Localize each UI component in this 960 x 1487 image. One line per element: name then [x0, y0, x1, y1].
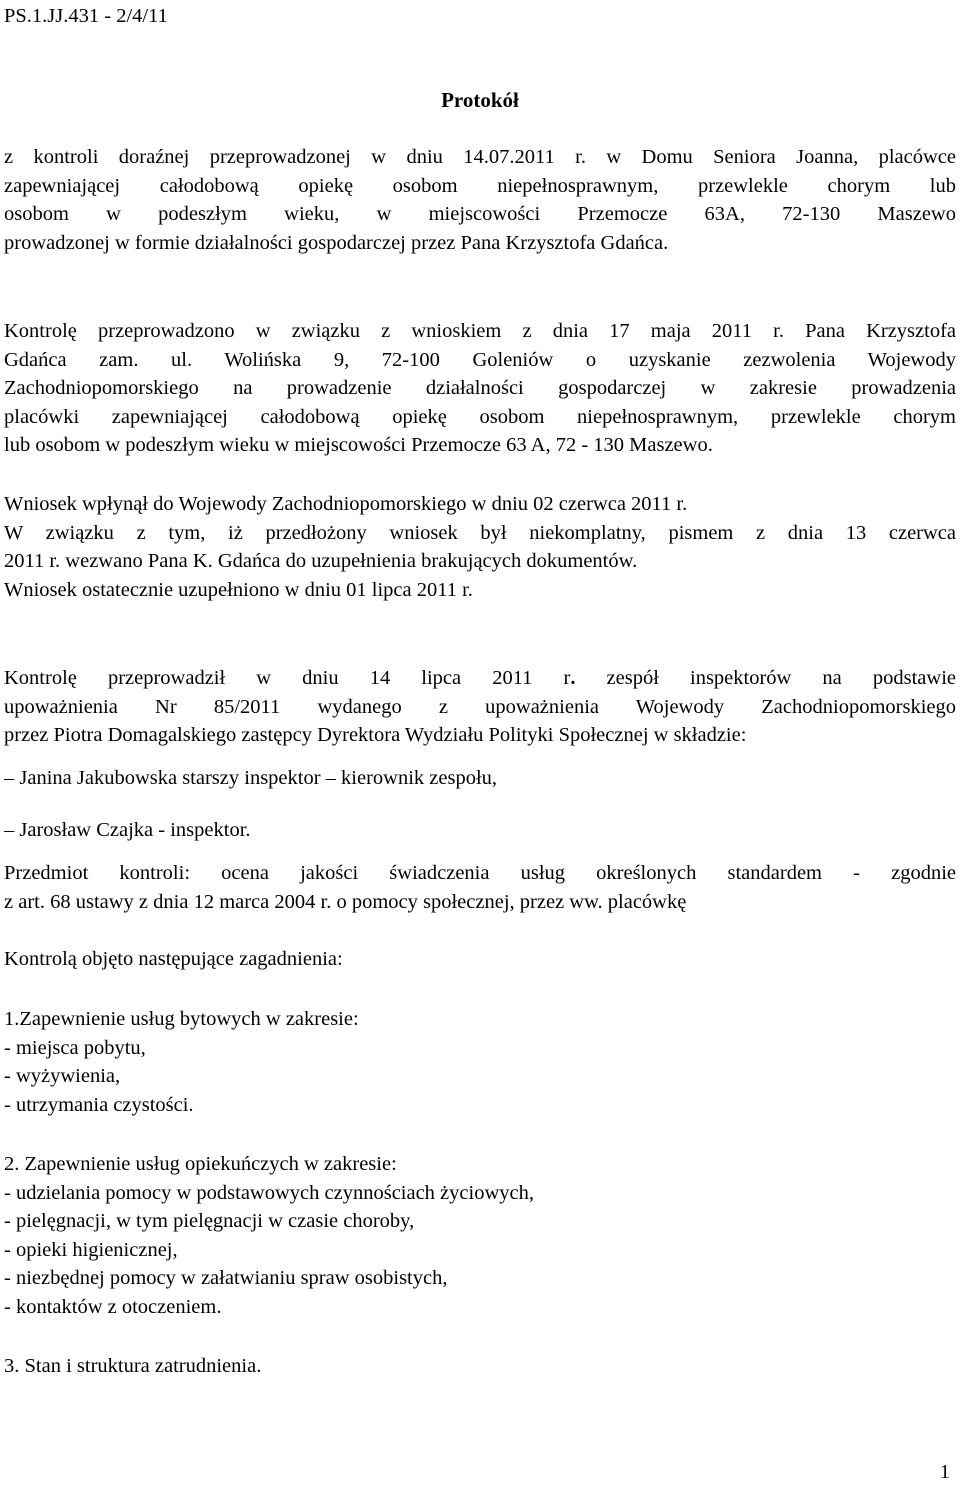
text-line: zapewniającej całodobową opiekę osobom niepełnosprawnym, przewlekle chorym lub	[4, 174, 956, 197]
subject-paragraph	[4, 859, 956, 916]
section-2	[4, 1150, 956, 1322]
section-1	[4, 1005, 956, 1119]
text-line	[4, 664, 956, 693]
list-item: - niezbędnej pomocy w załatwianiu spraw osobistych,	[4, 1267, 448, 1290]
text-line: Wniosek ostatecznie uzupełniono w dniu 01 lipca 2011 r.	[4, 578, 473, 601]
list-item: - pielęgnacji, w tym pielęgnacji w czasie choroby,	[4, 1210, 415, 1233]
text-line: Kontrolę przeprowadzono w związku z wnioskiem z dnia 17 maja 2011 r. Pana Krzysztofa	[4, 320, 956, 342]
inspection-paragraph	[4, 664, 956, 750]
team-member-2: – Jarosław Czajka - inspektor.	[4, 819, 251, 841]
section-heading: 1.Zapewnienie usług bytowych w zakresie:	[4, 1008, 359, 1030]
team-member-1: – Janina Jakubowska starszy inspektor – kierownik zespołu,	[4, 767, 498, 789]
text-line: 2011 r. wezwano Pana K. Gdańca do uzupełnienia brakujących dokumentów.	[4, 550, 638, 573]
intro-paragraph	[4, 143, 956, 257]
list-item: - utrzymania czystości.	[4, 1093, 194, 1116]
text-line: lub osobom w podeszłym wieku w miejscowości Przemocze 63 A, 72 - 130 Maszewo.	[4, 434, 713, 457]
section-heading: 2. Zapewnienie usług opiekuńczych w zakresie:	[4, 1153, 397, 1175]
text-line: z kontroli doraźnej przeprowadzonej w dniu 14.07.2011 r. w Domu Seniora Joanna, placówce	[4, 146, 956, 168]
page-number: 1	[939, 1461, 950, 1483]
application-paragraph	[4, 490, 956, 604]
text-line: Zachodniopomorskiego na prowadzenie działalności gospodarczej w zakresie prowadzenia	[4, 377, 956, 400]
list-item: - opieki higienicznej,	[4, 1238, 178, 1261]
list-item: - kontaktów z otoczeniem.	[4, 1295, 222, 1318]
text-line: prowadzonej w formie działalności gospodarczej przez Pana Krzysztofa Gdańca.	[4, 231, 669, 254]
text-line: przez Piotra Domagalskiego zastępcy Dyrektora Wydziału Polityki Społecznej w składzie:	[4, 724, 747, 747]
text-line: Przedmiot kontroli: ocena jakości świadczenia usług określonych standardem - zgodnie	[4, 862, 956, 884]
text-line: z art. 68 ustawy z dnia 12 marca 2004 r. o pomocy społecznej, przez ww. placówkę	[4, 890, 687, 913]
reason-paragraph	[4, 317, 956, 460]
list-item: - udzielania pomocy w podstawowych czynnościach życiowych,	[4, 1181, 534, 1204]
inspection-team-text: zespół inspektorów na podstawie	[575, 667, 956, 689]
text-line: upoważnienia Nr 85/2011 wydanego z upoważnienia Wojewody Zachodniopomorskiego	[4, 695, 956, 718]
list-item: - miejsca pobytu,	[4, 1036, 146, 1059]
inspection-date-text: Kontrolę przeprowadził w dniu 14 lipca 2011 r	[4, 667, 571, 689]
text-line: osobom w podeszłym wieku, w miejscowości Przemocze 63A, 72-130 Maszewo	[4, 203, 956, 226]
document-title: Protokół	[441, 88, 519, 112]
document-reference-number: PS.1.JJ.431 - 2/4/11	[4, 5, 168, 27]
document-page	[4, 0, 956, 1484]
text-line: placówki zapewniającej całodobową opiekę osobom niepełnosprawnym, przewlekle chorym	[4, 405, 956, 428]
text-line: W związku z tym, iż przedłożony wniosek był niekomplatny, pismem z dnia 13 czerwca	[4, 521, 956, 544]
list-item: - wyżywienia,	[4, 1065, 121, 1088]
section-3-heading: 3. Stan i struktura zatrudnienia.	[4, 1355, 262, 1377]
scope-heading: Kontrolą objęto następujące zagadnienia:	[4, 948, 343, 970]
text-line: Wniosek wpłynął do Wojewody Zachodniopomorskiego w dniu 02 czerwca 2011 r.	[4, 493, 688, 515]
text-line: Gdańca zam. ul. Wolińska 9, 72-100 Goleniów o uzyskanie zezwolenia Wojewody	[4, 348, 956, 371]
bold-period: .	[570, 667, 576, 689]
